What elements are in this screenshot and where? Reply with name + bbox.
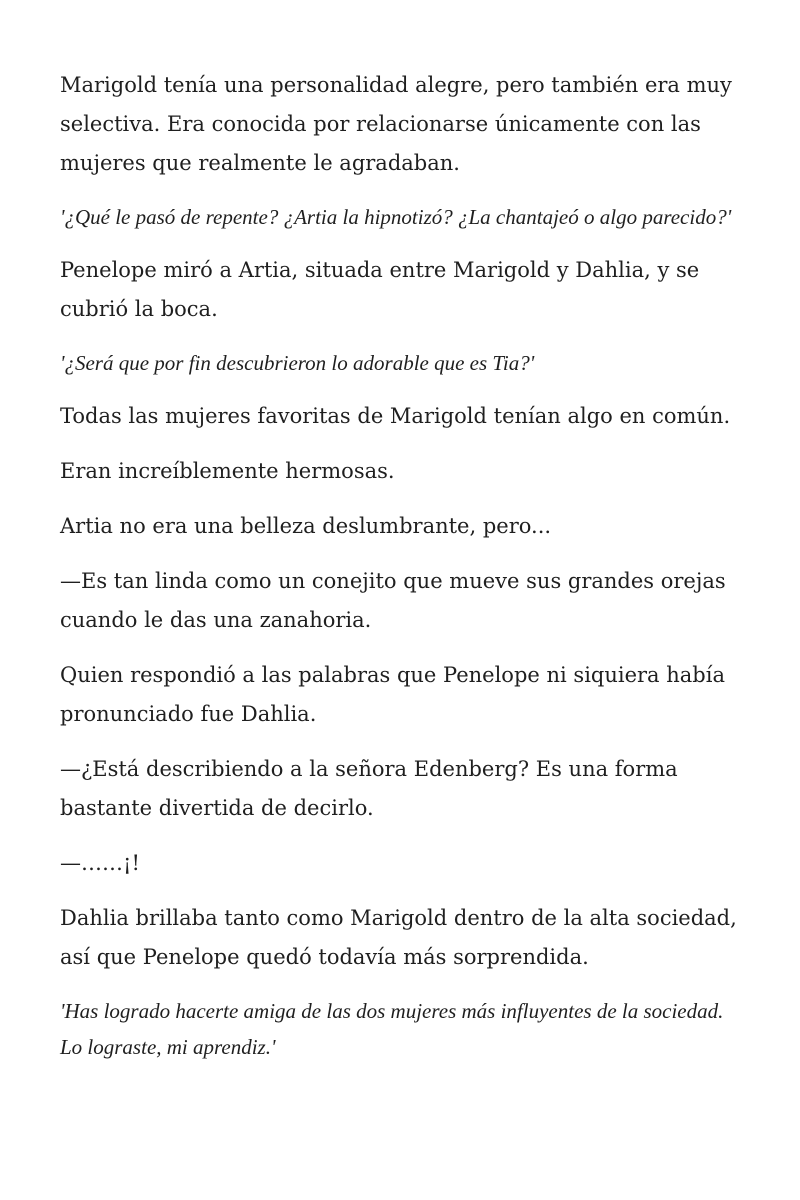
paragraph: Eran increíblemente hermosas. (60, 459, 395, 483)
dialogue-line: —Es tan linda como un conejito que mueve sus grandes orejas cuando le das una zanahoria. (60, 569, 726, 632)
paragraph: Penelope miró a Artia, situada entre Marigold y Dahlia, y se cubrió la boca. (60, 258, 700, 321)
reading-page (60, 66, 750, 1065)
inner-thought: '¿Será que por fin descubrieron lo adorable que es Tia?' (60, 351, 535, 375)
paragraph: Dahlia brillaba tanto como Marigold dentro de la alta sociedad, así que Penelope quedó todavía más sorprendida. (60, 906, 737, 969)
dialogue-line: —……¡! (60, 851, 140, 875)
paragraph: Quien respondió a las palabras que Penelope ni siquiera había pronunciado fue Dahlia. (60, 663, 725, 726)
inner-thought: 'Has logrado hacerte amiga de las dos mujeres más influyentes de la sociedad. Lo lograste, mi aprendiz.' (60, 999, 724, 1059)
inner-thought: '¿Qué le pasó de repente? ¿Artia la hipnotizó? ¿La chantajeó o algo parecido?' (60, 205, 732, 229)
paragraph: Artia no era una belleza deslumbrante, pero... (60, 514, 552, 538)
dialogue-line: —¿Está describiendo a la señora Edenberg? Es una forma bastante divertida de decirlo. (60, 757, 678, 820)
paragraph: Marigold tenía una personalidad alegre, pero también era muy selectiva. Era conocida por relacionarse únicamente con las mujeres que realmente le agradaban. (60, 73, 732, 175)
paragraph: Todas las mujeres favoritas de Marigold tenían algo en común. (60, 404, 731, 428)
